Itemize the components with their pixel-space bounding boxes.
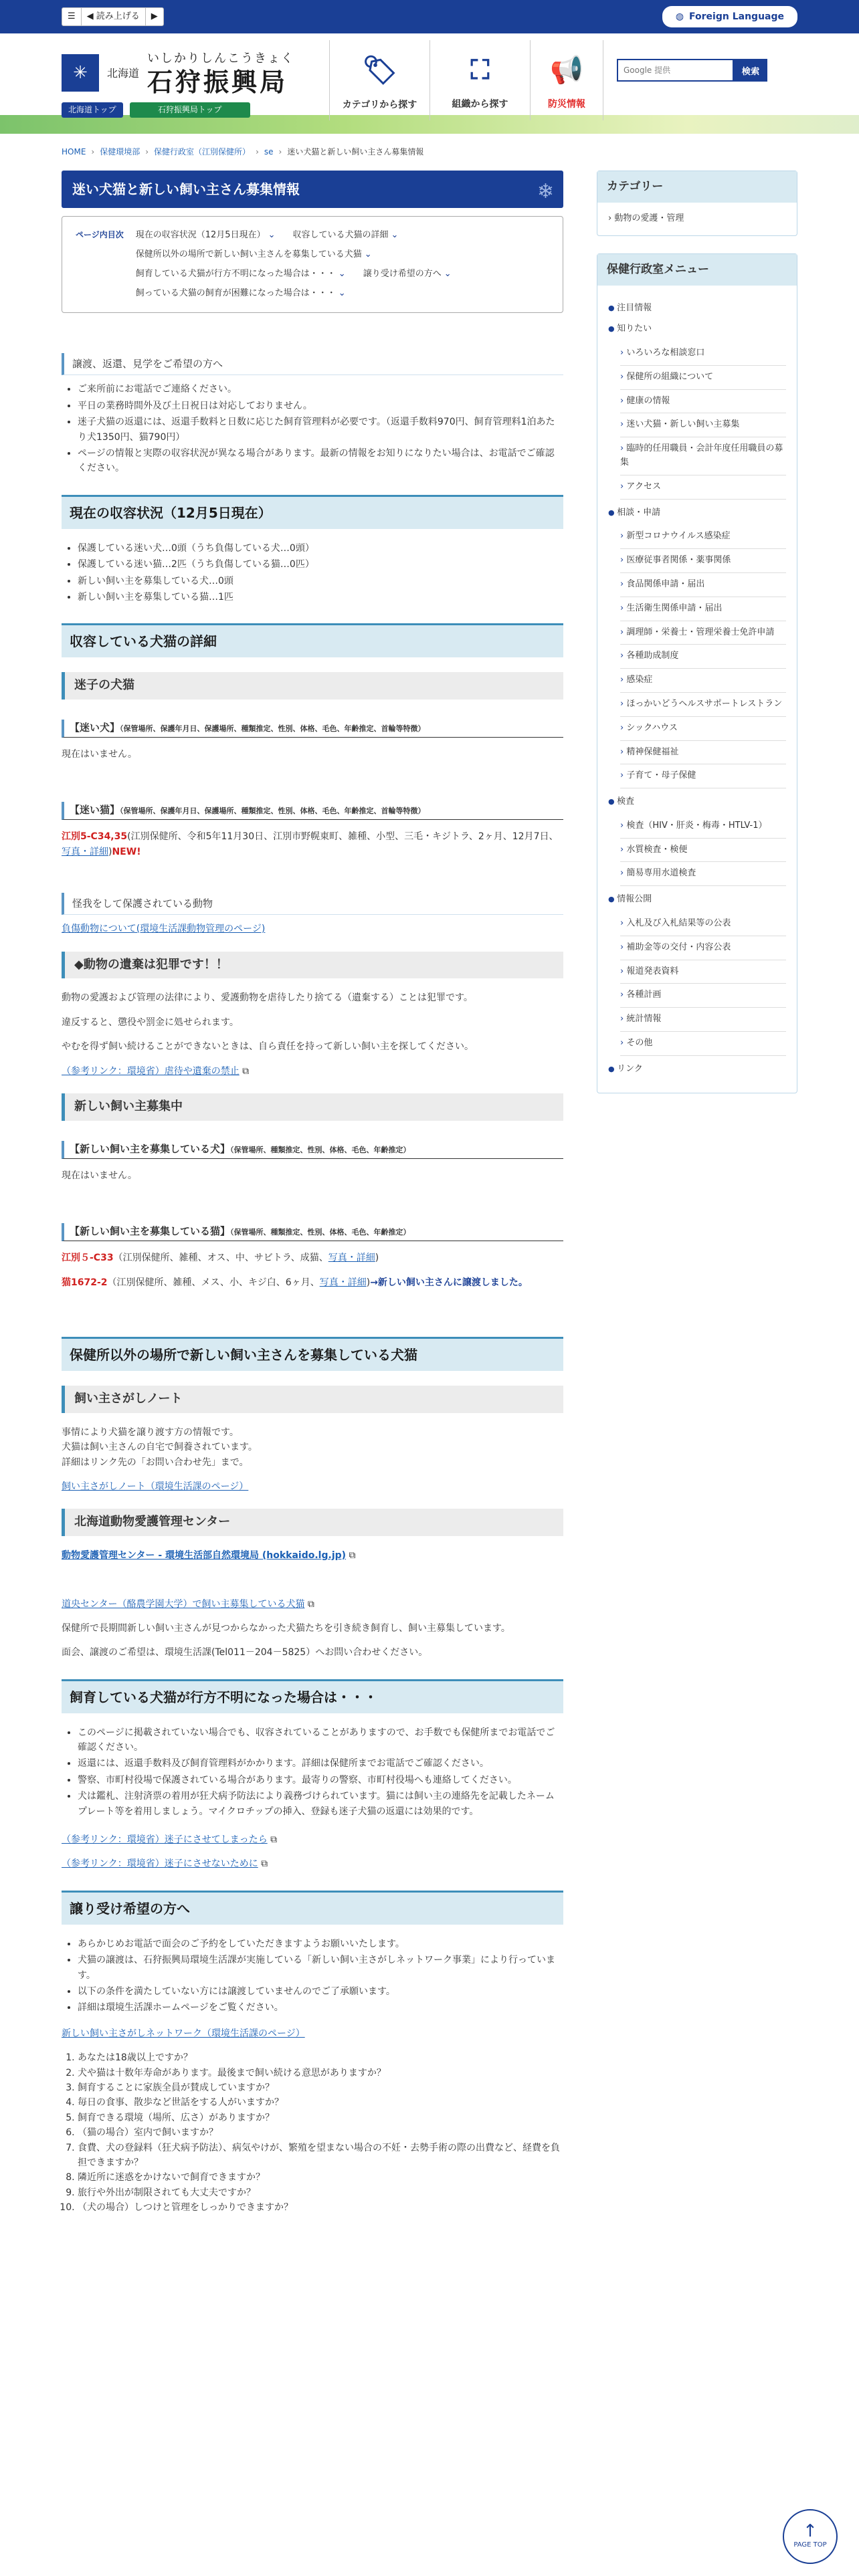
status-heading: 現在の収容状況（12月5日現在） (62, 495, 563, 529)
adopt-network-link[interactable]: 新しい飼い主さがしネットワーク（環境生活課のページ） (62, 2028, 305, 2039)
table-of-contents (62, 216, 563, 313)
owner-dog-title: 【新しい飼い主を募集している犬】（保管場所、種類推定、性別、体格、毛色、年齢推定） (62, 1141, 563, 1159)
note-link[interactable]: 飼い主さがしノート（環境生活課のページ） (62, 1481, 249, 1492)
missing-list (62, 1725, 563, 1819)
read-aloud-button[interactable]: ◀ 読み上げる (82, 7, 146, 26)
toc-item[interactable]: 収容している犬猫の詳細 ⌄ (293, 229, 399, 243)
owner-cat-title: 【新しい飼い主を募集している猫】（保管場所、種類推定、性別、体格、毛色、年齢推定） (62, 1223, 563, 1241)
menu-item[interactable]: › 補助金等の交付・内容公表 (620, 936, 786, 960)
list-item: • ご来所前にお電話でご連絡ください。 (78, 382, 563, 397)
cat-id: 江別5-C34,35 (62, 831, 128, 843)
menu-item[interactable]: › 健康の情報 (620, 390, 786, 414)
list-item: • 犬は鑑札、注射済票の着用が狂犬病予防法により義務づけられています。猫には飼い主の連絡先を記載したネームプレート等を着用しましょう。マイクロチップの挿入、登録も迷子犬猫の返還には効果的です。 (78, 1789, 563, 1819)
breadcrumb-current: 迷い犬猫と新しい飼い主さん募集情報 (287, 147, 424, 156)
sidebar (597, 171, 797, 2215)
lost-cat-entry: 江別5-C34,35(江別保健所、令和5年11月30日、江別市野幌東町、雑種、小型、三毛・キジトラ、2ヶ月、12月7日、写真・詳細)NEW! (62, 831, 559, 857)
menu-item[interactable]: › 感染症 (620, 669, 786, 693)
menu-item[interactable]: › ほっかいどうヘルスサポートレストラン (620, 693, 786, 717)
nav-disaster-button[interactable]: 📢 防災情報 (530, 40, 603, 120)
crime-heading: ◆動物の遺棄は犯罪です！！ (62, 952, 563, 979)
menu-group[interactable]: ● 情報公開 (608, 894, 652, 904)
owner-heading: 新しい飼い主募集中 (62, 1093, 563, 1121)
external-link-icon: ⧉ (258, 1858, 268, 1870)
foreign-language-button[interactable]: ◍ Foreign Language (662, 6, 797, 27)
list-item: • 以下の条件を満たしていない方には譲渡していませんのでご了承願います。 (78, 1984, 563, 1999)
list-item: • 警察、市町村役場で保護されている場合があります。最寄りの警察、市町村役場へも連絡してください。 (78, 1773, 563, 1788)
menu-item[interactable]: › 新型コロナウイルス感染症 (620, 525, 786, 549)
breadcrumb-office[interactable]: 保健行政室（江別保健所） (154, 147, 251, 156)
breadcrumb: HOME › 保健環境部 › 保健行政室（江別保健所） › se › 迷い犬猫と新しい飼い主さん募集情報 (0, 134, 859, 171)
owner-cat-entry: 江別５-C33（江別保健所、雑種、オス、中、サビトラ、成猫、写真・詳細) (62, 1253, 379, 1264)
external-link-icon: ⧉ (267, 1834, 278, 1846)
crime-p1: 動物の愛護および管理の法律により、愛護動物を虐待したり捨てる（遺棄する）ことは犯罪です。 (62, 992, 473, 1004)
injured-heading: 怪我をして保護されている動物 (62, 893, 563, 915)
header-nav (329, 40, 603, 120)
list-item: 5. 飼育できる環境（場所、広さ）がありますか？ (78, 2111, 563, 2125)
search-input[interactable] (617, 59, 734, 82)
menu-item[interactable]: › 水質検査・検便 (620, 839, 786, 863)
other-heading: 保健所以外の場所で新しい飼い主さんを募集している犬猫 (62, 1337, 563, 1371)
menu-group[interactable]: ● 検査 (608, 796, 634, 807)
list-item: 10. （犬の場合）しつけと管理をしっかりできますか？ (78, 2200, 563, 2215)
menu-item[interactable]: › 臨時的任用職員・会計年度任用職員の募集 (620, 437, 786, 475)
main-content: 迷い犬猫と新しい飼い主さん募集情報 ❄ ページ内目次 現在の収容状況（12月5日現在） ⌄ 収容している犬猫の詳細 ⌄ 保健所以外の場所で新しい飼い主さんを募集している犬猫 ⌄ 飼育している犬猫が行方不明になった場合は・・・ ⌄ 譲り受け希望の方へ ⌄ 飼っている犬猫の飼育が困難になった場合は・・・ ⌄ 譲渡、返還、見学をご希望の方へ • ご来所前にお電話でご連絡ください。 • 平日の業務時間外及び土日祝日は対応しておりません。 • 迷子犬猫の返還には、返還手数料と日数に応じた飼育管理料が必要です。（返還手数料970円、飼育管理料1泊あたり犬1350円、猫790円） • ページの情報と実際の収容状況が異なる場合があります。最新の情報をお知りになりたい場合は、お電話でご確認ください。 現在の収容状況（12月5日現在） • 保護している迷い犬…0頭（うち負傷している犬…0頭） • 保護している迷い猫…2匹（うち負傷している猫…0匹） • 新しい飼い主を募集している犬…0頭 • 新しい飼い主を募集している猫…1匹 収容している犬猫の詳細 迷子の犬猫 【迷い犬】（保管場所、保護年月日、保護場所、種類推定、性別、体格、毛色、年齢推定、首輪等特徴） 現在はいません。 【迷い猫】（保管場所、保護年月日、保護場所、種類推定、性別、体格、毛色、年齢推定、首輪等特徴） 江別5-C34,35(江別保健所、令和5年11月30日、江別市野幌東町、雑種、小型、三毛・キジトラ、2ヶ月、12月7日、写真・詳細)NEW! 怪我をして保護されている動物 負傷動物について(環境生活課動物管理のページ) ◆動物の遺棄は犯罪です！！ 動物の愛護および管理の法律により、愛護動物を虐待したり捨てる（遺棄する）ことは犯罪です。 違反すると、懲役や罰金に処せられます。 やむを得ず飼い続けることができないときは、自ら責任を持って新しい飼い主を探してください。 （参考リンク：環境省）虐待や遺棄の禁止 ⧉ 新しい飼い主募集中 【新しい飼い主を募集している犬】（保管場所、種類推定、性別、体格、毛色、年齢推定） 現在はいません。 【新しい飼い主を募集している猫】（保管場所、種類推定、性別、体格、毛色、年齢推定） 江別５-C33（江別保健所、雑種、オス、中、サビトラ、成猫、写真・詳細) 猫1672-2（江別保健所、雑種、メス、小、キジ白、6ヶ月、写真・詳細)→新しい飼い主さんに譲渡しました。 保健所以外の場所で新しい飼い主さんを募集している犬猫 飼い主さがしノート 事情により犬猫を譲り渡す方の情報です。 犬猫は飼い主さんの自宅で飼養されています。 詳細はリンク先の「お問い合わせ先」まで。 飼い主さがしノート（環境生活課のページ） 北海道動物愛護管理センター 動物愛護管理センター - 環境生活部自然環境局 (hokkaido.lg.jp) ⧉ 道央センター（酪農学園大学）で飼い主募集している犬猫 ⧉ 保健所で長期間新しい飼い主さんが見つからなかった犬猫たちを引き続き飼育し、飼い主募集しています。 面会、譲渡のご希望は、環境生活課(Tel011－204－5825）へお問い合わせください。 飼育している犬猫が行方不明になった場合は・・・ • このページに掲載されていない場合でも、収容されていることがありますので、お手数でも保健所までお電話でご確認ください。 • 返還には、返還手数料及び飼育管理料がかかります。詳細は保健所までお電話でご確認ください。 • 警察、市町村役場で保護されている場合があります。最寄りの警察、市町村役場へも連絡してください。 • 犬は鑑札、注射済票の着用が狂犬病予防法により義務づけられています。猫には飼い主の連絡先を記載したネームプレート等を着用しましょう。マイクロチップの挿入、登録も迷子犬猫の返還には効果的です。 （参考リンク：環境省）迷子にさせてしまったら ⧉ （参考リンク：環境省）迷子にさせないために ⧉ 譲り受け希望の方へ • あらかじめお電話で面会のご予約をしていただきますようお願いいたします。 • 犬猫の譲渡は、石狩振興局環境生活課が実施している「新しい飼い主さがしネットワーク事業」により行っています。 • 以下の条件を満たしていない方には譲渡していませんのでご了承願います。 • 詳細は環境生活課ホームページをご覧ください。 新しい飼い主さがしネットワーク（環境生活課のページ） 1. あなたは18歳以上ですか？ 2. 犬や猫は十数年寿命があります。最後まで飼い続ける意思がありますか？ 3. 飼育することに家族全員が賛成していますか？ 4. 毎日の食事、散歩など世話をする人がいますか？ 5. 飼育できる環境（場所、広さ）がありますか？ 6. （猫の場合）室内で飼いますか？ 7. 食費、犬の登録料（狂犬病予防法）、病気やけが、繁殖を望まない場合の不妊・去勢手術の際の出費など、経費を負担できますか？ 8. 隣近所に迷惑をかけないで飼育できますか？ 9. 旅行や外出が制限されても大丈夫ですか？ 10. （犬の場合）しつけと管理をしっかりできますか？ (62, 171, 563, 2215)
globe-icon: ◍ (675, 11, 684, 22)
missing-link-2[interactable]: （参考リンク：環境省）迷子にさせないために (62, 1858, 258, 1870)
lost-dog-body: 現在はいません。 (62, 749, 137, 760)
category-title: カテゴリー (597, 171, 797, 203)
menu-group[interactable]: ● 注目情報 (608, 303, 652, 313)
snowflake-icon: ❄ (537, 180, 554, 204)
details-heading: 収容している犬猫の詳細 (62, 623, 563, 657)
list-item: • このページに掲載されていない場合でも、収容されていることがありますので、お手数でも保健所までお電話でご確認ください。 (78, 1725, 563, 1755)
external-link-icon: ⧉ (346, 1550, 356, 1562)
prefecture-name: 北海道 (107, 66, 140, 80)
external-link-icon: ⧉ (304, 1598, 314, 1610)
search-button[interactable]: 検索 (734, 59, 767, 82)
list-item: • 保護している迷い犬…0頭（うち負傷している犬…0頭） (78, 541, 563, 556)
external-link-icon: ⧉ (239, 1065, 250, 1077)
nav-organization-button[interactable]: ⛶ 組織から探す (430, 40, 530, 120)
list-item: 4. 毎日の食事、散歩など世話をする人がいますか？ (78, 2095, 563, 2110)
owner-cat-entry: 猫1672-2（江別保健所、雑種、メス、小、キジ白、6ヶ月、写真・詳細)→新しい飼い主さんに譲渡しました。 (62, 1277, 528, 1288)
list-item: 2. 犬や猫は十数年寿命があります。最後まで飼い続ける意思がありますか？ (78, 2066, 563, 2080)
toc-label: ページ内目次 (76, 230, 124, 240)
menu-item[interactable]: › 食品関係申請・届出 (620, 573, 786, 597)
office-top-link[interactable]: 石狩振興局トップ (130, 102, 250, 118)
arrow-up-icon: ↑ (803, 2521, 818, 2541)
crime-link[interactable]: （参考リンク：環境省）虐待や遺棄の禁止 (62, 1065, 240, 1077)
list-item: 3. 飼育することに家族全員が賛成していますか？ (78, 2080, 563, 2095)
list-item: • 返還には、返還手数料及び飼育管理料がかかります。詳細は保健所までお電話でご確認ください。 (78, 1756, 563, 1771)
menu-item[interactable]: › 子育て・母子保健 (620, 764, 786, 788)
breadcrumb-se[interactable]: se (264, 147, 274, 156)
lost-cat-title: 【迷い猫】（保管場所、保護年月日、保護場所、種類推定、性別、体格、毛色、年齢推定、首輪等特徴） (62, 802, 563, 820)
injured-link[interactable]: 負傷動物について(環境生活課動物管理のページ) (62, 924, 266, 935)
hokkaido-top-link[interactable]: 北海道トップ (62, 102, 123, 118)
menu-item[interactable]: › 統計情報 (620, 1008, 786, 1032)
menu-item[interactable]: › 精神保健福祉 (620, 741, 786, 765)
breadcrumb-dept[interactable]: 保健環境部 (100, 147, 140, 156)
center-heading: 北海道動物愛護管理センター (62, 1509, 563, 1536)
play-icon[interactable]: ▶ (151, 11, 158, 21)
page-title: 迷い犬猫と新しい飼い主さん募集情報 ❄ (62, 171, 563, 208)
adopt-list (62, 1937, 563, 2016)
office-ruby: いしかりしんこうきょく (147, 51, 295, 66)
org-chart-icon: ⛶ (470, 54, 490, 86)
list-item: • 詳細は環境生活課ホームページをご覧ください。 (78, 2000, 563, 2015)
category-link[interactable]: › 動物の愛護・管理 (608, 213, 684, 223)
site-header (0, 33, 859, 134)
list-item: 1. あなたは18歳以上ですか？ (78, 2050, 563, 2065)
menu-item[interactable]: › アクセス (620, 475, 786, 500)
toc-item[interactable]: 飼っている犬猫の飼育が困難になった場合は・・・ ⌄ (136, 287, 346, 301)
status-list (62, 541, 563, 605)
menu-item[interactable]: › 迷い犬猫・新しい飼い主募集 (620, 413, 786, 437)
menu-title: 保健行政室メニュー (597, 254, 797, 286)
menu-item[interactable]: › シックハウス (620, 717, 786, 741)
tag-icon: 🏷 (361, 53, 398, 87)
menu-item[interactable]: › 医療従事者関係・薬事関係 (620, 549, 786, 573)
adopted-status: →新しい飼い主さんに譲渡しました。 (370, 1277, 528, 1288)
list-item: 8. 隣近所に迷惑をかけないで飼育できますか？ (78, 2170, 563, 2185)
list-item: • 新しい飼い主を募集している猫…1匹 (78, 590, 563, 605)
list-item: • あらかじめお電話で面会のご予約をしていただきますようお願いいたします。 (78, 1937, 563, 1951)
toc-item[interactable]: 譲り受け希望の方へ ⌄ (363, 267, 452, 282)
menu-item[interactable]: › 調理師・栄養士・管理栄養士免許申請 (620, 621, 786, 645)
megaphone-icon: 📢 (550, 54, 583, 86)
hokkaido-emblem-icon[interactable]: ✳ (62, 54, 99, 92)
site-search (617, 59, 767, 82)
toc-item[interactable]: 現在の収容状況（12月5日現在） ⌄ (136, 229, 276, 243)
menu-item[interactable]: › 簡易専用水道検査 (620, 862, 786, 886)
cat-detail-link[interactable]: 写真・詳細 (62, 846, 108, 857)
new-badge: NEW! (112, 846, 141, 857)
missing-heading: 飼育している犬猫が行方不明になった場合は・・・ (62, 1679, 563, 1713)
menu-item[interactable]: › 保健所の組織について (620, 366, 786, 390)
breadcrumb-home[interactable]: HOME (62, 147, 86, 156)
list-item: • ページの情報と実際の収容状況が異なる場合があります。最新の情報をお知りになりたい場合は、お電話でご確認ください。 (78, 446, 563, 476)
list-item: • 迷子犬猫の返還には、返還手数料と日数に応じた飼育管理料が必要です。（返還手数料970円、飼育管理料1泊あたり犬1350円、猫790円） (78, 415, 563, 445)
cat-detail-link[interactable]: 写真・詳細 (328, 1253, 375, 1264)
lost-heading: 迷子の犬猫 (62, 672, 563, 700)
menu-item[interactable]: › いろいろな相談窓口 (620, 342, 786, 366)
logo-area (62, 49, 329, 118)
list-item: 6. （猫の場合）室内で飼いますか？ (78, 2125, 563, 2140)
office-menu (597, 253, 797, 1093)
menu-icon[interactable]: ☰ (62, 7, 82, 26)
menu-item[interactable]: › 検査（HIV・肝炎・梅毒・HTLV-1） (620, 815, 786, 839)
cat-detail-link[interactable]: 写真・詳細 (319, 1277, 367, 1288)
visit-heading: 譲渡、返還、見学をご希望の方へ (62, 353, 563, 375)
list-item: 9. 旅行や外出が制限されても大丈夫ですか？ (78, 2185, 563, 2200)
center-link[interactable]: 動物愛護管理センター - 環境生活部自然環境局 (hokkaido.lg.jp) (62, 1550, 347, 1562)
page-top-button[interactable]: ↑ PAGE TOP (783, 2509, 838, 2564)
visit-list (62, 382, 563, 475)
top-utility-bar (0, 0, 859, 33)
list-item: • 犬猫の譲渡は、石狩振興局環境生活課が実施している「新しい飼い主さがしネットワーク事業」により行っています。 (78, 1953, 563, 1983)
nav-category-button[interactable]: 🏷 カテゴリから探す (329, 40, 430, 120)
adopt-conditions (62, 2050, 563, 2215)
category-box (597, 171, 797, 236)
toc-item[interactable]: 保健所以外の場所で新しい飼い主さんを募集している犬猫 ⌄ (136, 248, 372, 262)
list-item: • 保護している迷い猫…2匹（うち負傷している猫…0匹） (78, 557, 563, 572)
menu-item[interactable]: › その他 (620, 1032, 786, 1056)
list-item: 7. 食費、犬の登録料（狂犬病予防法）、病気やけが、繁殖を望まない場合の不妊・去勢手術の際の出費など、経費を負担できますか？ (78, 2141, 563, 2171)
owner-dog-body: 現在はいません。 (62, 1170, 137, 1181)
lost-dog-title: 【迷い犬】（保管場所、保護年月日、保護場所、種類推定、性別、体格、毛色、年齢推定、首輪等特徴） (62, 720, 563, 738)
menu-item[interactable]: › 生活衛生関係申請・届出 (620, 597, 786, 621)
note-heading: 飼い主さがしノート (62, 1386, 563, 1413)
menu-group[interactable]: ● 知りたい (608, 324, 652, 334)
menu-item[interactable]: › 各種計画 (620, 984, 786, 1008)
crime-p2: 違反すると、懲役や罰金に処せられます。 (62, 1016, 239, 1028)
menu-item[interactable]: › 入札及び入札結果等の公表 (620, 912, 786, 936)
read-aloud-control[interactable] (62, 7, 164, 26)
office-name[interactable]: 石狩振興局 (147, 67, 288, 97)
adopt-heading: 譲り受け希望の方へ (62, 1891, 563, 1925)
list-item: • 平日の業務時間外及び土日祝日は対応しておりません。 (78, 399, 563, 413)
crime-p3: やむを得ず飼い続けることができないときは、自ら責任を持って新しい飼い主を探してください。 (62, 1041, 474, 1053)
menu-group[interactable]: ● 相談・申請 (608, 508, 660, 518)
shelter-link[interactable]: 道央センター（酪農学園大学）で飼い主募集している犬猫 (62, 1598, 305, 1610)
menu-item[interactable]: › 報道発表資料 (620, 960, 786, 984)
menu-item[interactable]: › 各種助成制度 (620, 645, 786, 669)
missing-link-1[interactable]: （参考リンク：環境省）迷子にさせてしまったら (62, 1834, 268, 1846)
toc-item[interactable]: 飼育している犬猫が行方不明になった場合は・・・ ⌄ (136, 267, 346, 282)
menu-group[interactable]: ● リンク (608, 1064, 643, 1074)
list-item: • 新しい飼い主を募集している犬…0頭 (78, 574, 563, 588)
